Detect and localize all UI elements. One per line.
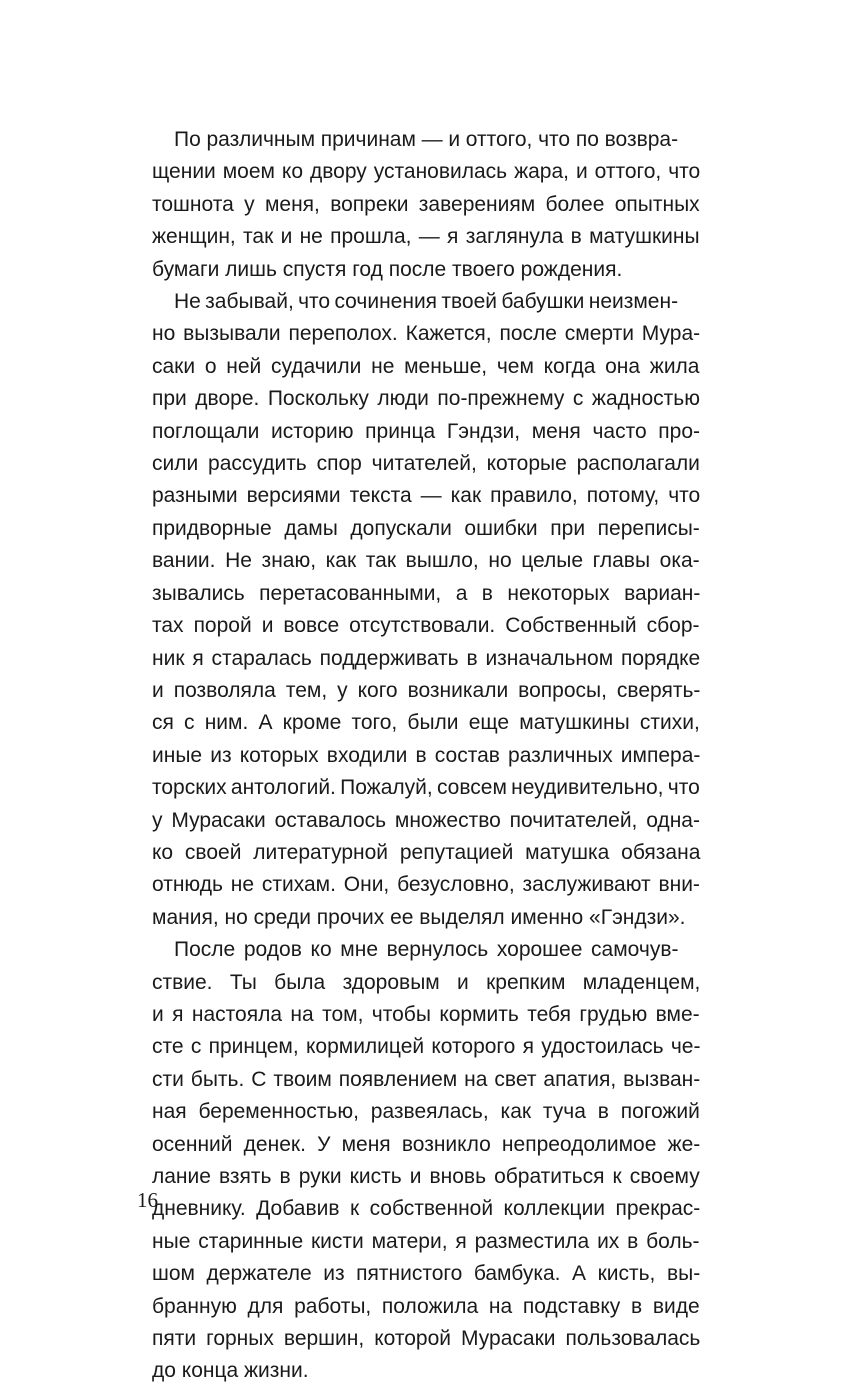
text-line: шом держателе из пятнистого бамбука. А кисть, вы- bbox=[152, 1262, 701, 1286]
page-number: 16 bbox=[137, 1188, 158, 1212]
text-line: и я настояла на том, чтобы кормить тебя грудью вме- bbox=[152, 1002, 700, 1026]
text-line: и позволяла тем, у кого возникали вопросы, сверять- bbox=[152, 678, 701, 702]
paragraph-3 bbox=[152, 934, 700, 1388]
text-line: вании. Не знаю, как так вышло, но целые главы ока- bbox=[152, 549, 700, 573]
text-line: разными версиями текста — как правило, потому, что bbox=[152, 484, 701, 508]
text-line: дневнику. Добавив к собственной коллекции прекрас- bbox=[152, 1197, 701, 1221]
text-line: поглощали историю принца Гэндзи, меня часто про- bbox=[152, 419, 701, 443]
text-line: сте с принцем, кормилицей которого я удостоилась че- bbox=[152, 1035, 701, 1059]
text-line: лание взять в руки кисть и вновь обратиться к своему bbox=[152, 1165, 700, 1188]
text-line: отнюдь не стихам. Они, безусловно, заслуживают вни- bbox=[152, 873, 700, 897]
text-line: По различным причинам — и оттого, что по возвра- bbox=[174, 128, 679, 151]
text-line: После родов ко мне вернулось хорошее самочув- bbox=[174, 938, 679, 962]
paragraph-1 bbox=[152, 124, 700, 286]
text-line: мания, но среди прочих ее выделял именно «Гэндзи». bbox=[152, 905, 686, 929]
text-line: при дворе. Поскольку люди по-прежнему с жадностью bbox=[152, 387, 700, 411]
text-line: сти быть. С твоим появлением на свет апатия, вызван- bbox=[152, 1067, 701, 1091]
text-line: ся с ним. А кроме того, были еще матушкины стихи, bbox=[152, 711, 700, 735]
text-line: тах порой и вовсе отсутствовали. Собственный сбор- bbox=[152, 614, 700, 638]
text-line: ствие. Ты была здоровым и крепким младенцем, bbox=[152, 970, 701, 994]
text-line: до конца жизни. bbox=[152, 1359, 309, 1383]
text-line: зывались перетасованными, а в некоторых вариан- bbox=[152, 581, 701, 605]
text-line: придворные дамы допускали ошибки при переписы- bbox=[152, 516, 700, 540]
text-line: иные из которых входили в состав различных импера- bbox=[152, 743, 701, 767]
text-line: ко своей литературной репутацией матушка обязана bbox=[152, 840, 701, 864]
text-line: торских антологий. Пожалуй, совсем неудивительно, что bbox=[152, 776, 700, 800]
text-line: ные старинные кисти матери, я разместила их в боль- bbox=[152, 1229, 700, 1253]
text-line: у Мурасаки оставалось множество почитателей, одна- bbox=[152, 808, 700, 832]
text-line: ная беременностью, развеялась, как туча в погожий bbox=[152, 1100, 700, 1124]
text-line: женщин, так и не прошла, — я заглянула в матушкины bbox=[152, 225, 700, 249]
text-line: щении моем ко двору установилась жара, и оттого, что bbox=[152, 160, 701, 184]
text-line: пяти горных вершин, которой Мурасаки пользовалась bbox=[152, 1327, 701, 1351]
body-text bbox=[152, 124, 700, 1388]
text-line: саки о ней судачили не меньше, чем когда она жила bbox=[152, 354, 700, 378]
text-line: бранную для работы, положила на подставку в виде bbox=[152, 1294, 700, 1318]
text-line: тошнота у меня, вопреки заверениям более опытных bbox=[152, 192, 700, 216]
paragraph-2 bbox=[152, 286, 700, 934]
text-line: Не забывай, что сочинения твоей бабушки неизмен- bbox=[174, 290, 679, 314]
text-line: осенний денек. У меня возникло непреодолимое же- bbox=[152, 1132, 701, 1156]
text-line: но вызывали переполох. Кажется, после смерти Мура- bbox=[152, 322, 701, 346]
text-line: бумаги лишь спустя год после твоего рождения. bbox=[152, 257, 623, 281]
text-line: ник я старалась поддерживать в изначальном порядке bbox=[152, 646, 701, 670]
text-line: сили рассудить спор читателей, которые располагали bbox=[152, 452, 700, 476]
